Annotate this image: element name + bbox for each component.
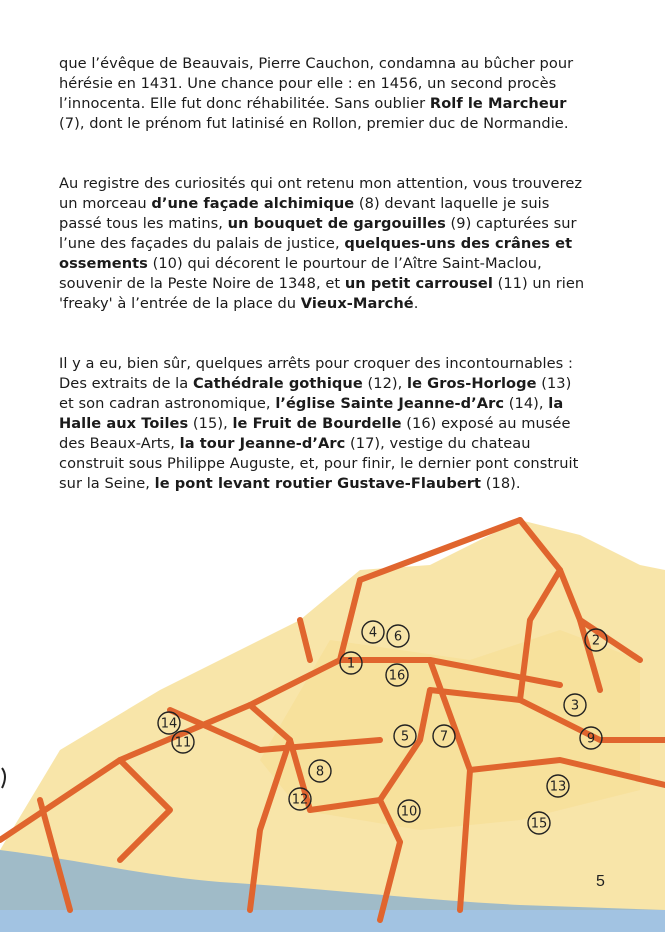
text-run: (14), — [504, 395, 549, 412]
text-run: (16) exposé au musée des Beaux-Arts, — [59, 415, 571, 452]
text-run: que l’évêque de Beauvais, Pierre Cauchon, condamna au bûcher pour hérésie en 1431. Une chance pour elle : en 1456, un second procès l’innocenta. Elle fut donc réhabilitée. Sans oublier — [59, 55, 574, 112]
text-run: (18). — [481, 475, 521, 492]
map-marker-label: 1 — [346, 656, 356, 672]
text-run: (11) un rien 'freaky' à l’entrée de la place du — [59, 275, 585, 312]
map-marker-label: 7 — [439, 729, 449, 745]
bold-highlight: le pont levant routier Gustave-Flaubert — [154, 475, 482, 492]
bold-highlight: le Gros-Horloge — [407, 375, 537, 392]
map-edge-scribble — [2, 768, 5, 788]
bold-highlight: un petit carrousel — [344, 275, 493, 292]
text-run: (10) qui décorent le pourtour de l’Aître Saint-Maclou, souvenir de la Peste Noire de 1348, et — [59, 255, 542, 292]
bold-highlight: Rolf le Marcheur — [429, 95, 567, 112]
bold-highlight: Vieux-Marché — [300, 295, 414, 312]
map-marker-label: 5 — [400, 729, 410, 745]
map-marker-label: 14 — [160, 716, 178, 732]
text-run: (12), — [362, 375, 408, 392]
text-run: (13) et son cadran astronomique, — [59, 375, 572, 412]
bold-highlight: la tour Jeanne-d’Arc — [179, 435, 346, 452]
map-marker-label: 12 — [291, 792, 309, 808]
page-number: 5 — [596, 873, 605, 890]
map-marker-label: 4 — [368, 625, 378, 641]
text-run: (8) devant laquelle je suis passé tous les matins, — [59, 195, 550, 232]
bold-highlight: la Halle aux Toiles — [59, 395, 564, 432]
bold-highlight: d’une façade alchimique — [151, 195, 355, 212]
bold-highlight: quelques-uns des crânes et ossements — [59, 235, 573, 272]
text-run: Au registre des curiosités qui ont retenu mon attention, vous trouverez un morceau — [59, 175, 583, 212]
map-marker-label: 9 — [586, 731, 596, 747]
map-marker-label: 2 — [591, 633, 601, 649]
text-run: (7), dont le prénom fut latinisé en Rollon, premier duc de Normandie. — [59, 115, 569, 132]
text-run: (15), — [188, 415, 233, 432]
map-marker-label: 11 — [174, 735, 192, 751]
text-run: Il y a eu, bien sûr, quelques arrêts pour croquer des incontournables : Des extraits de la — [59, 355, 573, 392]
text-run: (9) capturées sur l’une des façades du palais de justice, — [59, 215, 577, 252]
map-marker-label: 15 — [530, 816, 548, 832]
map-marker-label: 10 — [400, 804, 418, 820]
city-map-illustration — [0, 510, 665, 932]
map-marker-label: 8 — [315, 764, 325, 780]
bold-highlight: l’église Sainte Jeanne-d’Arc — [275, 395, 505, 412]
map-marker-label: 16 — [388, 668, 406, 684]
paragraph-2 — [59, 174, 589, 314]
paragraph-3 — [59, 354, 589, 494]
map-marker-label: 3 — [570, 698, 580, 714]
map-marker-label: 6 — [393, 629, 403, 645]
bold-highlight: Cathédrale gothique — [192, 375, 363, 392]
text-run: (17), vestige du chateau construit sous Philippe Auguste, et, pour finir, le dernier pont construit sur la Seine, — [59, 435, 579, 492]
text-run: . — [413, 295, 419, 312]
bold-highlight: le Fruit de Bourdelle — [232, 415, 402, 432]
map-marker-label: 13 — [549, 779, 567, 795]
paragraph-1 — [59, 54, 589, 134]
bold-highlight: un bouquet de gargouilles — [227, 215, 446, 232]
